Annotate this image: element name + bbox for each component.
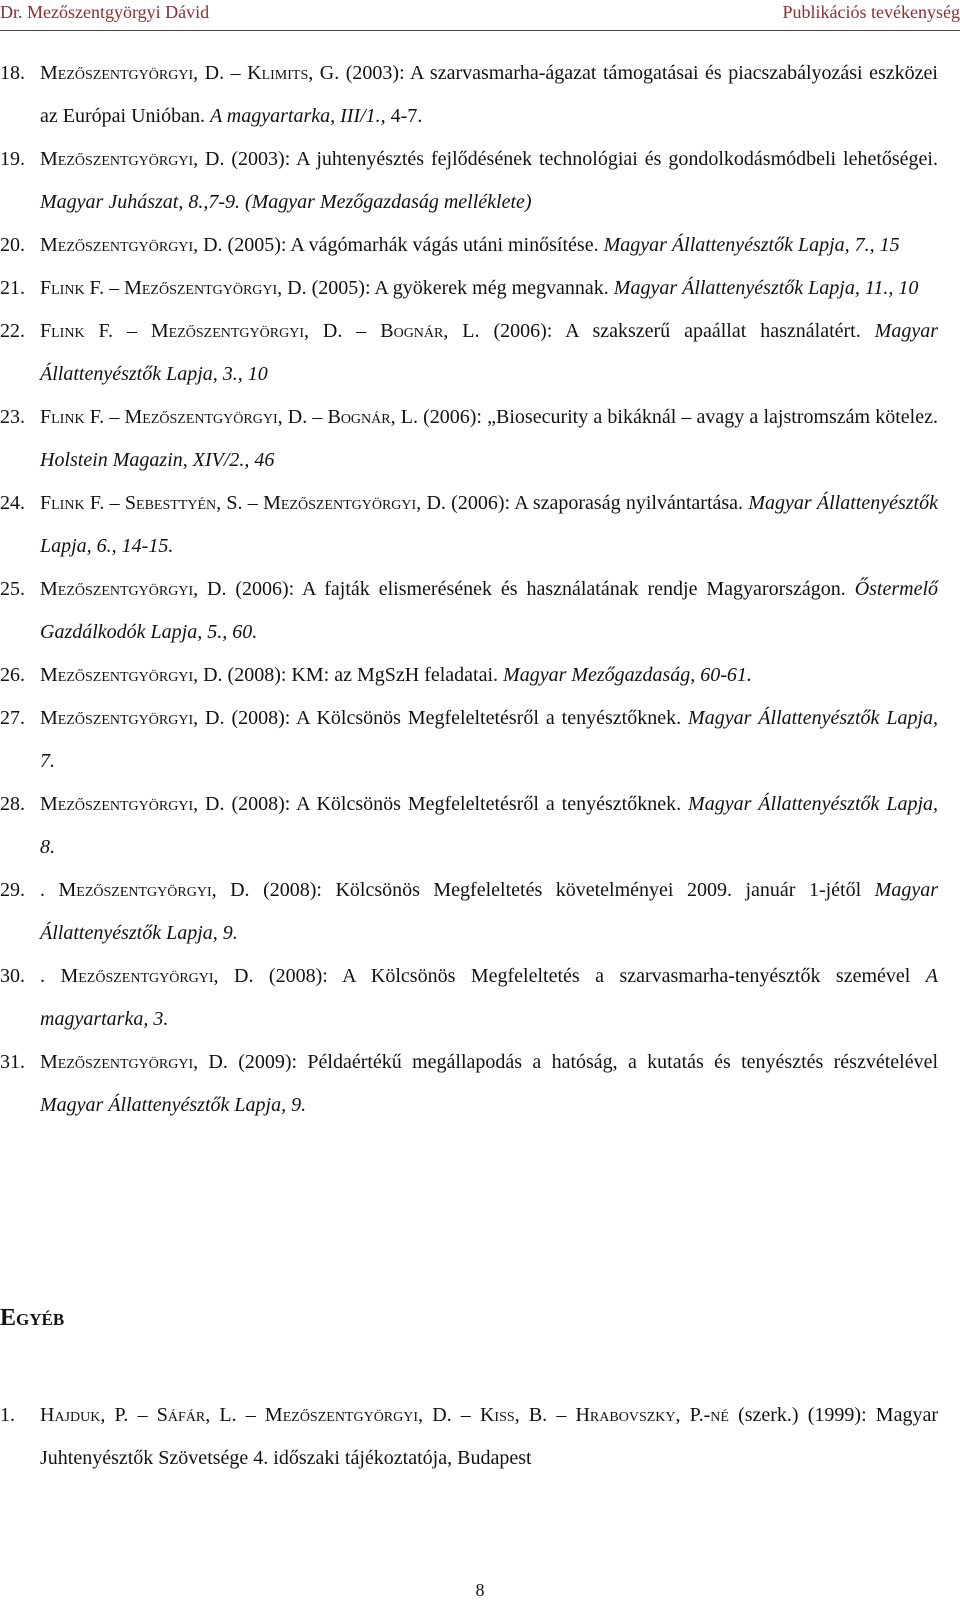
publication-number: 29.: [0, 879, 25, 901]
publication-item: [0, 568, 960, 654]
header-section-title: Publikációs tevékenység: [782, 2, 960, 22]
publication-title: (2008): A Kölcsönös Megfeleltetésről a tenyésztőknek.: [224, 793, 689, 815]
publication-number: 27.: [0, 707, 25, 729]
publication-journal: Magyar Állattenyésztők Lapja, 11., 10: [613, 277, 919, 299]
publication-title: (2003): A juhtenyésztés fejlődésének technológiai és gondolkodásmódbeli lehetőségei.: [224, 148, 938, 170]
publication-journal: Magyar Mezőgazdaság, 60-61.: [503, 664, 752, 686]
publication-authors: Flink F. – Mezőszentgyörgyi, D. – Bognár, L.: [40, 320, 480, 342]
publication-number: 26.: [0, 664, 25, 686]
publication-item: [0, 1041, 960, 1127]
publication-journal: A magyartarka, III/1.: [209, 105, 381, 127]
publication-authors: Flink F. – Sebesttyén, S. – Mezőszentgyörgyi, D.: [40, 492, 446, 514]
publication-journal: Magyar Állattenyésztők Lapja, 9.: [40, 1094, 307, 1116]
publication-authors: Hajduk, P. – Sáfár, L. – Mezőszentgyörgyi, D. – Kiss, B. – Hrabovszky, P.-né: [40, 1404, 729, 1426]
publication-title: (2008): A Kölcsönös Megfeleltetés a szarvasmarha-tenyésztők szemével: [253, 965, 926, 987]
publication-journal: Magyar Állattenyésztők Lapja, 3., 10: [40, 320, 938, 385]
publication-item: [0, 310, 960, 396]
publication-item: [0, 482, 960, 568]
publication-journal: Magyar Állattenyésztők Lapja, 7.: [40, 707, 938, 772]
publication-item: [0, 52, 960, 138]
publication-authors: Mezőszentgyörgyi, D.: [40, 148, 225, 170]
publication-authors: . Mezőszentgyörgyi, D.: [40, 879, 250, 901]
publication-item: [0, 869, 960, 955]
publication-journal: A magyartarka, 3.: [40, 965, 938, 1030]
publication-number: 19.: [0, 148, 25, 170]
publication-title: (2009): Példaértékű megállapodás a hatóság, a kutatás és tenyésztés részvételével: [227, 1051, 939, 1073]
header-author: Dr. Mezőszentgyörgyi Dávid: [0, 2, 210, 22]
publication-list: [0, 52, 960, 1127]
publication-authors: Mezőszentgyörgyi, D. – Klimits, G.: [40, 62, 340, 84]
publication-number: 30.: [0, 965, 25, 987]
publication-authors: Mezőszentgyörgyi, D.: [40, 793, 225, 815]
publication-item: [0, 267, 960, 310]
publication-item: [0, 654, 960, 697]
publication-number: 23.: [0, 406, 25, 428]
publication-title: (2006): „Biosecurity a bikáknál – avagy a lajstromszám kötelez.: [417, 406, 938, 428]
publication-journal: Holstein Magazin, XIV/2., 46: [40, 449, 275, 471]
publication-journal: Magyar Juhászat, 8.,7-9. (Magyar Mezőgazdaság melléklete): [40, 191, 532, 213]
publication-item: [0, 224, 960, 267]
page-number: 8: [475, 1580, 485, 1600]
publication-title: (2006): A fajták elismerésének és használatának rendje Magyarországon.: [226, 578, 855, 600]
publication-title: (2006): A szaporaság nyilvántartása.: [445, 492, 749, 514]
publication-number: 1.: [0, 1404, 15, 1426]
publication-title: (szerk.) (1999): Magyar Juhtenyésztők Szövetsége 4. időszaki tájékoztatója, Budapest: [40, 1404, 938, 1469]
publication-authors: Flink F. – Mezőszentgyörgyi, D. – Bognár, L.: [40, 406, 418, 428]
other-publication-list: [0, 1394, 960, 1480]
publication-number: 21.: [0, 277, 25, 299]
publication-journal: Magyar Állattenyésztők Lapja, 9.: [40, 879, 938, 944]
publication-item: [0, 396, 960, 482]
publication-authors: Mezőszentgyörgyi, D.: [40, 707, 225, 729]
publication-journal: Őstermelő Gazdálkodók Lapja, 5., 60.: [40, 578, 939, 643]
other-publication-item: [0, 1394, 960, 1480]
publication-number: 22.: [0, 320, 25, 342]
page-header: [0, 0, 960, 31]
publication-authors: Mezőszentgyörgyi, D.: [40, 234, 223, 256]
publication-title: (2005): A vágómarhák vágás utáni minősítése.: [222, 234, 604, 256]
publication-authors: Mezőszentgyörgyi, D.: [40, 664, 223, 686]
publication-item: [0, 138, 960, 224]
publication-authors: Mezőszentgyörgyi, D.: [40, 578, 227, 600]
publication-number: 18.: [0, 62, 25, 84]
publication-number: 28.: [0, 793, 25, 815]
publication-title: (2008): A Kölcsönös Megfeleltetésről a tenyésztőknek.: [224, 707, 689, 729]
publication-journal: Magyar Állattenyésztők Lapja, 7., 15: [603, 234, 900, 256]
publication-item: [0, 783, 960, 869]
publication-item: [0, 955, 960, 1041]
publication-journal: Magyar Állattenyésztők Lapja, 8.: [40, 793, 938, 858]
publication-title: (2008): KM: az MgSzH feladatai.: [222, 664, 504, 686]
publication-journal: Magyar Állattenyésztők Lapja, 6., 14-15.: [40, 492, 938, 557]
publication-pages: , 4-7.: [380, 105, 423, 127]
publication-item: [0, 697, 960, 783]
publication-title: (2006): A szakszerű apaállat használatért.: [479, 320, 875, 342]
publication-title: (2005): A gyökerek még megvannak.: [306, 277, 614, 299]
publication-title: (2003): A szarvasmarha-ágazat támogatásai és piacszabályozási eszközei az Európai Unióban.: [40, 62, 938, 127]
publication-authors: Flink F. – Mezőszentgyörgyi, D.: [40, 277, 307, 299]
publication-number: 24.: [0, 492, 25, 514]
publication-number: 31.: [0, 1051, 25, 1073]
publication-number: 25.: [0, 578, 25, 600]
publication-authors: Mezőszentgyörgyi, D.: [40, 1051, 228, 1073]
section-heading-other: Egyéb: [0, 1305, 65, 1331]
publication-authors: . Mezőszentgyörgyi, D.: [40, 965, 254, 987]
publication-title: (2008): Kölcsönös Megfeleltetés követelményei 2009. január 1-jétől: [249, 879, 875, 901]
publication-number: 20.: [0, 234, 25, 256]
